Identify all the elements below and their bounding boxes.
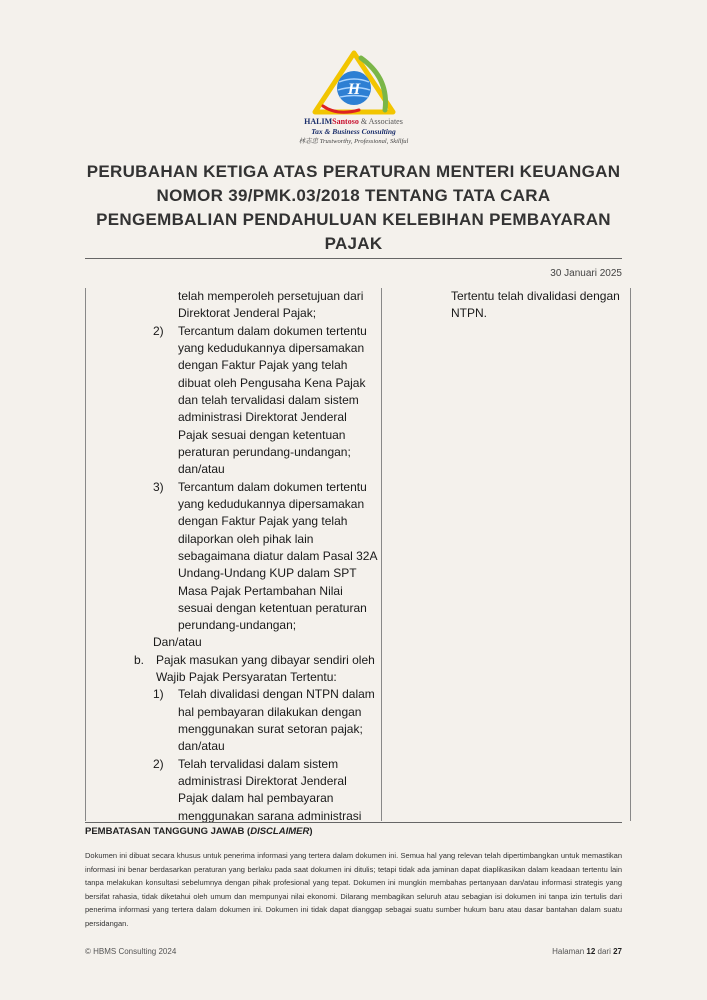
text-line: administrasi Direktorat Jenderal xyxy=(178,774,347,788)
logo-tagline: Trustworthy, Professional, Skillful xyxy=(319,138,409,145)
text-line: Pajak sesuai dengan ketentuan xyxy=(178,428,346,442)
title-line-2: NOMOR 39/PMK.03/2018 TENTANG TATA CARA xyxy=(156,186,551,205)
text-line: sesuai dengan ketentuan peraturan xyxy=(178,601,367,615)
text-line: dan/atau xyxy=(178,739,225,753)
text-line: Telah divalidasi dengan NTPN dalam xyxy=(178,687,375,701)
logo-tagline-row xyxy=(0,137,707,147)
text-line: Undang-Undang KUP dalam SPT xyxy=(178,566,357,580)
text-line: menggunakan sarana administrasi xyxy=(178,809,362,823)
text-line: sebagaimana diatur dalam Pasal 32A xyxy=(178,549,378,563)
text-line: Pajak dalam hal pembayaran xyxy=(178,791,334,805)
text-line: NTPN. xyxy=(451,306,487,320)
svg-text:H: H xyxy=(347,81,360,98)
text-line: telah memperoleh persetujuan dari xyxy=(178,289,364,303)
text-line: hal pembayaran dilakukan dengan xyxy=(178,705,362,719)
text-line: Direktorat Jenderal Pajak; xyxy=(178,306,317,320)
document-date: 30 Januari 2025 xyxy=(550,268,622,279)
disclaimer-body: Dokumen ini dibuat secara khusus untuk penerima informasi yang tertera dalam dokumen ini. Semua hal yang relevan telah dipertimbangkan untuk memastikan informasi ini benar berdasarkan peraturan yang berlaku pada saat dokumen ini ditulis; tetapi tidak ada jaminan dapat diaplikasikan dalam keadaan tertentu lain tanpa melakukan konsultasi sebelumnya dengan pihak profesional yang tepat. Dokumen ini mungkin membahas pertanyaan dan/atau informasi strategis yang bersifat rahasia, tidak diketahui oleh umum dan mempunyai nilai ekonomi. Dilarang membagikan seluruh atau sebagian isi dokumen ini tanpa izin tertulis dari penerima informasi yang tertera dalam dokumen ini. Dokumen ini tidak dapat dianggap sebagai suatu sumber hukum baru atau dasar bantahan dalam suatu persidangan. xyxy=(85,851,622,928)
text-line: Tercantum dalam dokumen tertentu xyxy=(178,324,367,338)
text-line: dibuat oleh Pengusaha Kena Pajak xyxy=(178,376,366,390)
text-line: dengan Faktur Pajak yang telah xyxy=(178,514,348,528)
center-column-divider xyxy=(381,288,382,821)
text-line: Telah tervalidasi dalam sistem xyxy=(178,757,339,771)
text-line: yang kedudukannya dipersamakan xyxy=(178,497,365,511)
company-logo xyxy=(0,50,707,147)
text-line: Wajib Pajak Persyaratan Tertentu: xyxy=(156,670,337,684)
logo-brand-text xyxy=(0,117,707,127)
text-line: Masa Pajak Pertambahan Nilai xyxy=(178,584,343,598)
logo-emblem-icon xyxy=(309,50,399,116)
list-number: 1) xyxy=(153,687,164,701)
list-number: 2) xyxy=(153,324,164,338)
total-pages: 27 xyxy=(613,947,622,956)
title-line-1: PERUBAHAN KETIGA ATAS PERATURAN MENTERI KEUANGAN xyxy=(86,162,621,181)
left-column-border xyxy=(85,288,86,821)
text-line: dan/atau xyxy=(178,462,225,476)
logo-chinese: 林志忠 xyxy=(298,138,319,145)
text-line: Tertentu telah divalidasi dengan xyxy=(451,289,620,303)
text-line: dengan Faktur Pajak yang telah xyxy=(178,358,348,372)
disclaimer-title-em: DISCLAIMER xyxy=(250,826,310,837)
text-line: Tercantum dalam dokumen tertentu xyxy=(178,480,367,494)
text-line: perundang-undangan; xyxy=(178,618,297,632)
title-line-3: PENGEMBALIAN PENDAHULUAN KELEBIHAN PEMBAYARAN xyxy=(96,210,611,229)
list-letter: b. xyxy=(134,653,145,667)
logo-brand-rest: & Associates xyxy=(360,117,403,126)
logo-brand-mid: Santoso xyxy=(332,117,359,126)
text-line: peraturan perundang-undangan; xyxy=(178,445,351,459)
text-line: yang kedudukannya dipersamakan xyxy=(178,341,365,355)
table-bottom-rule xyxy=(85,822,622,823)
footer-copyright: © HBMS Consulting 2024 xyxy=(85,947,177,956)
logo-subtitle: Tax & Business Consulting xyxy=(311,127,396,136)
text-line: Dan/atau xyxy=(153,635,202,649)
logo-brand-bold: HALIM xyxy=(304,117,333,126)
text-line: dan telah tervalidasi dalam sistem xyxy=(178,393,359,407)
right-column-border xyxy=(630,288,631,821)
title-line-4: PAJAK xyxy=(324,234,383,253)
text-line: dilaporkan oleh pihak lain xyxy=(178,532,314,546)
disclaimer-title: PEMBATASAN TANGGUNG JAWAB (DISCLAIMER) xyxy=(85,826,313,837)
text-line: administrasi Direktorat Jenderal xyxy=(178,410,347,424)
list-number: 3) xyxy=(153,480,164,494)
list-number: 2) xyxy=(153,757,164,771)
current-page: 12 xyxy=(586,947,596,956)
text-line: menggunakan surat setoran pajak; xyxy=(178,722,363,736)
page-number: Halaman 12 dari 27 xyxy=(552,947,622,956)
title-divider xyxy=(85,258,622,259)
page-title xyxy=(85,160,622,256)
text-line: Pajak masukan yang dibayar sendiri oleh xyxy=(156,653,375,667)
